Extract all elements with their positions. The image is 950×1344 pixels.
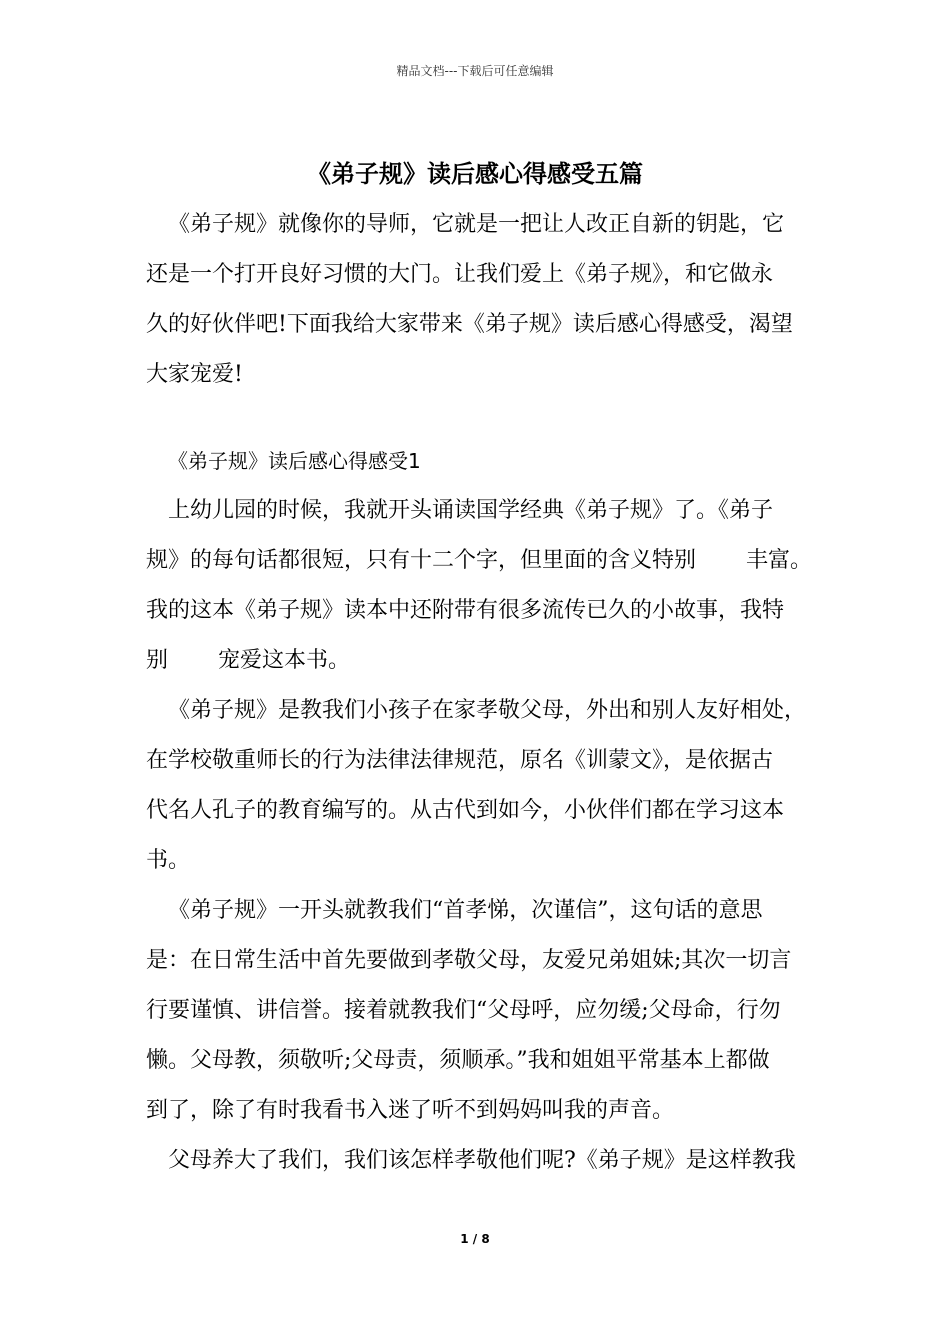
text-line: 代名人孔子的教育编写的。从古代到如今，小伙伴们都在学习这本	[146, 798, 785, 823]
text-span: 宠爱这本书。	[218, 648, 351, 673]
text-line: 上幼儿园的时候，我就开头诵读国学经典《弟子规》了。《弟子	[168, 498, 774, 523]
page-header: 精品文档---下载后可任意编辑	[396, 64, 554, 78]
text-line: 到了，除了有时我看书入迷了听不到妈妈叫我的声音。	[146, 1098, 675, 1123]
intro-paragraph	[146, 205, 810, 425]
text-line: 久的好伙伴吧!下面我给大家带来《弟子规》读后感心得感受，渴望	[146, 312, 793, 337]
text-line: 《弟子规》是教我们小孩子在家孝敬父母，外出和别人友好相处，	[168, 698, 807, 723]
text-line: 是：在日常生活中首先要做到孝敬父母，友爱兄弟姐妹;其次一切言	[146, 948, 792, 973]
text-line: 父母养大了我们，我们该怎样孝敬他们呢?《弟子规》是这样教我	[168, 1148, 796, 1173]
text-line: 在学校敬重师长的行为法律法律规范，原名《训蒙文》，是依据古	[146, 748, 774, 773]
section-heading: 《弟子规》读后感心得感受1	[168, 449, 421, 473]
text-line: 《弟子规》一开头就教我们“首孝悌，次谨信”，这句话的意思	[168, 898, 763, 923]
page-number: 1 / 8	[460, 1232, 490, 1246]
text-line: 《弟子规》就像你的导师，它就是一把让人改正自新的钥匙，它	[168, 212, 785, 237]
text-span: 别	[146, 648, 169, 673]
document-body	[146, 205, 813, 1191]
text-line: 我的这本《弟子规》读本中还附带有很多流传已久的小故事，我特	[146, 598, 785, 623]
text-line: 还是一个打开良好习惯的大门。让我们爱上《弟子规》，和它做永	[146, 262, 774, 287]
paragraph-1	[146, 491, 813, 691]
paragraph-4	[146, 1141, 810, 1191]
text-line: 大家宠爱!	[146, 362, 243, 387]
text-line: 书。	[146, 848, 191, 873]
text-line: 懒。父母教，须敬听;父母责，须顺承。”我和姐姐平常基本上都做	[146, 1048, 770, 1073]
text-span: 丰富。	[746, 548, 813, 573]
text-line	[146, 541, 813, 591]
document-title: 《弟子规》读后感心得感受五篇	[307, 160, 643, 188]
text-span: 规》的每句话都很短，只有十二个字，但里面的含义特别	[146, 548, 697, 573]
paragraph-3	[146, 891, 810, 1141]
paragraph-2	[146, 691, 810, 891]
text-line: 行要谨慎、讲信誉。接着就教我们“父母呼，应勿缓;父母命，行勿	[146, 998, 781, 1023]
text-line	[146, 641, 810, 691]
